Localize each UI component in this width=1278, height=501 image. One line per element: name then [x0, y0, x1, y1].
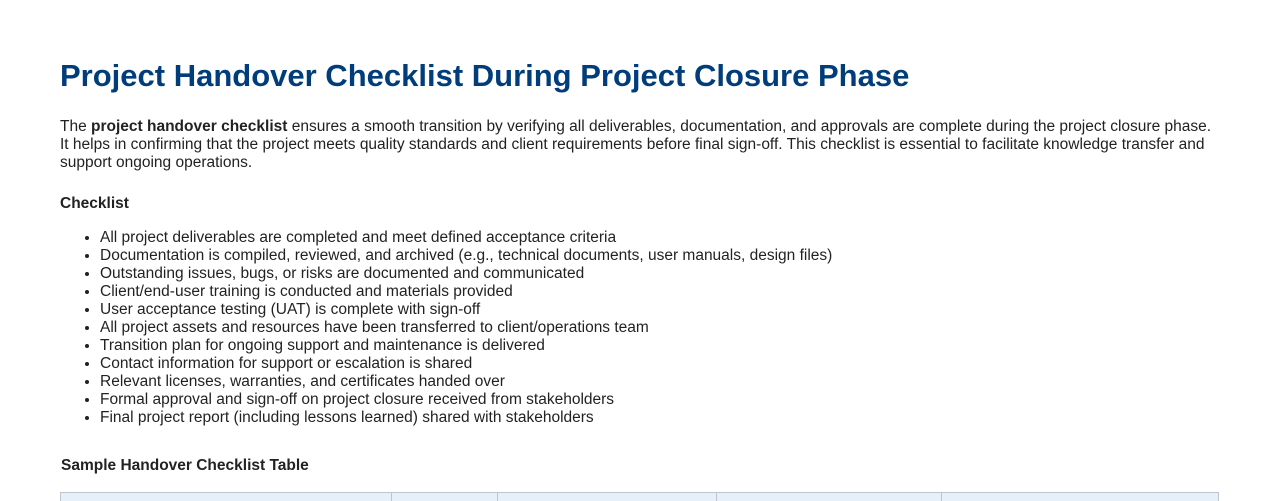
checklist-item: • Contact information for support or escalation is shared: [100, 355, 832, 373]
table-header-cell: [717, 493, 942, 501]
intro-paragraph: [60, 118, 1218, 172]
table-header-cell: [942, 493, 1219, 501]
checklist-item: • Client/end-user training is conducted and materials provided: [100, 283, 832, 301]
checklist-item: • Transition plan for ongoing support and maintenance is delivered: [100, 337, 832, 355]
checklist-item: • Relevant licenses, warranties, and certificates handed over: [100, 373, 832, 391]
checklist-item: • Formal approval and sign-off on project closure received from stakeholders: [100, 391, 832, 409]
table-heading: Sample Handover Checklist Table: [61, 457, 309, 474]
intro-prefix: The: [60, 118, 92, 135]
table-header-cell: [61, 493, 392, 501]
table-header-row: [61, 493, 1219, 501]
checklist-item: • Final project report (including lessons learned) shared with stakeholders: [100, 409, 832, 427]
checklist-list: [60, 229, 832, 427]
checklist-item: • All project deliverables are completed and meet defined acceptance criteria: [100, 229, 832, 247]
checklist-heading: Checklist: [60, 195, 129, 212]
checklist-item: • Documentation is compiled, reviewed, and archived (e.g., technical documents, user manuals, design files): [100, 247, 832, 265]
checklist-item: • Outstanding issues, bugs, or risks are documented and communicated: [100, 265, 832, 283]
intro-bold-term: project handover checklist: [91, 118, 288, 135]
table-header-cell: [498, 493, 717, 501]
checklist-item: • User acceptance testing (UAT) is complete with sign-off: [100, 301, 832, 319]
intro-suffix: ensures a smooth transition by verifying all deliverables, documentation, and approvals are complete during the project closure phase. It helps in confirming that the project meets quality standards and client requirements before final sign-off. This checklist is essential to facilitate knowledge transfer and support ongoing operations.: [60, 118, 1212, 171]
checklist-item: • All project assets and resources have been transferred to client/operations team: [100, 319, 832, 337]
table-header-cell: [392, 493, 498, 501]
page-title: Project Handover Checklist During Project Closure Phase: [60, 58, 910, 93]
handover-checklist-table: [60, 492, 1219, 501]
